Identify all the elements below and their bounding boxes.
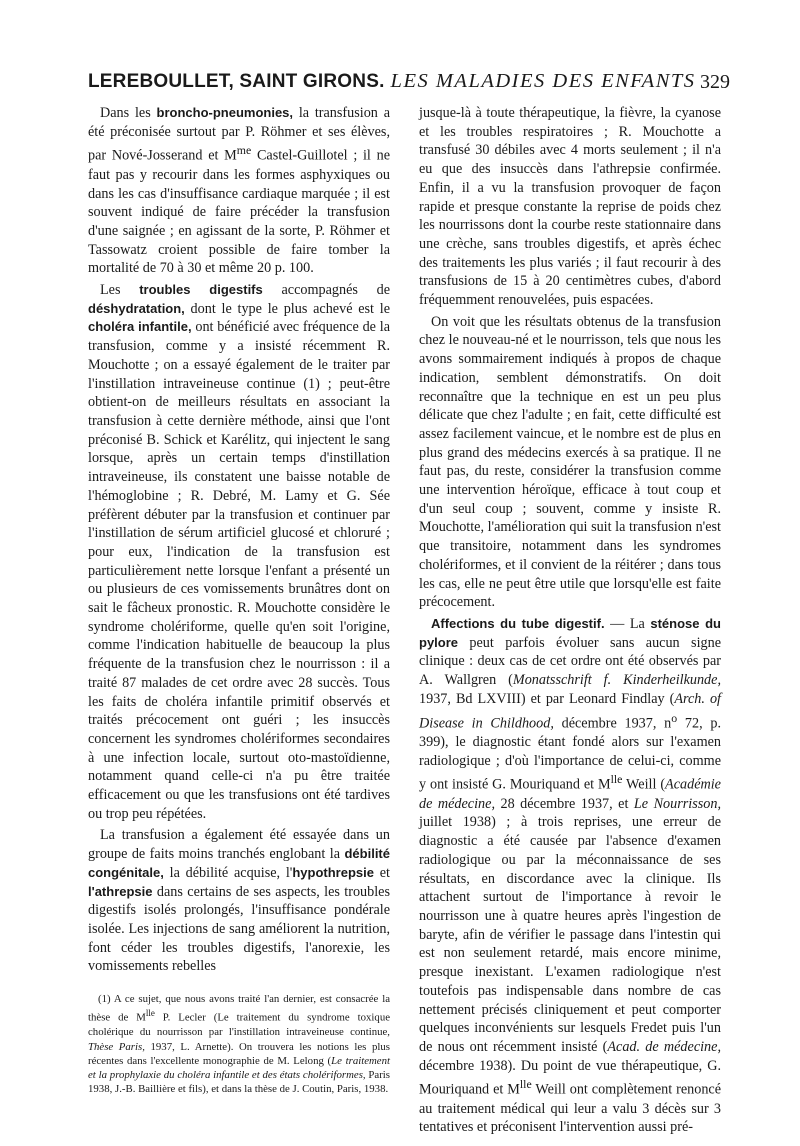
paragraph-tube-digestif: Affections du tube digestif. — La sténose du pylore peut parfois évoluer sans aucun signe clinique : deux cas de cet ordre ont été observés par A. Wallgren (Monatsschrift f. Kinderheilkunde, 1937, Bd LXVIII) et par Leonard Findlay (Arch. of Disease in Childhood, décembre 1937, $n^o$ 72, p. 399), le diagnostic étant fondé alors sur l'examen radiologique ; d'où l'importance de celui-ci, comme y ont insisté G. Mouriquand et $M^{lle}$ Weill (Académie de médecine, 28 décembre 1937, et Le Nourrisson, juillet 1938) ; à trois reprises, une erreur de diagnostic a été causée par l'absence d'examen radiologique ou par la méconnaissance de ses résultats, en discordance avec la clinique. Ils attachent surtout de l'importance à revoir le nourrisson une à quatre heures après l'ingestion de baryte, afin de vérifier le passage dans l'intestin qui est non seulement retardé, mais encore minime, presque inexistant. L'examen radiologique n'est toutefois pas indispensable dans nombre de cas nettement précisés cliniquement et peut comporter quelques inconvénients sur lesquels Fredet puis l'un de nous ont récemment insisté (Acad. de médecine, décembre 1938). Du point de vue thérapeutique, G. Mouriquand et $M^{lle}$ Weill ont complètement renoncé au traitement médical qui leur a valu 3 décès sur 3 tentatives et préconisent l'intervention aussi pré- <box>419 615 722 1136</box>
header-authors: LEREBOULLET, SAINT GIRONS. <box>88 71 385 92</box>
left-column <box>88 104 390 1097</box>
paragraph-continuation: jusque-là à toute thérapeutique, la fièvre, la cyanose et les troubles respiratoires ; R. Mouchotte a transfusé 30 débiles avec 4 morts seulement ; il n'a eu que des insuccès dans l'athrepsie confirmée. Enfin, il a vu la transfusion provoquer de façon rapide et presque constante la reprise de poids chez les nourrissons dont la courbe reste stationnaire dans une crèche, sans troubles digestifs, et après échec des traitements les plus variés ; il faut recourir à des transfusions de 15 à 20 centimètres cubes, d'abord fréquemment renouvelées, puis espacées. <box>419 105 721 309</box>
paragraph-resultats: On voit que les résultats obtenus de la transfusion chez le nouveau-né et le nourrisson, tels que nous les avons sommairement indiqués à propos de chaque indication, semblent démonstratifs. On doit reconnaître que la technique en est un peu plus délicate que chez l'adulte ; en fait, cette difficulté est assez facilement vaincue, et le nombre est de plus en plus grand des médecins exercés à sa pratique. Il ne faut pas, du reste, considérer la transfusion comme une intervention héroïque, efficace à tout coup et d'un seul coup ; souvent, comme y insiste R. Mouchotte, l'amélioration qui suit la transfusion n'est que transitoire, notamment dans les syndromes cholériformes, et il convient de la réitérer ; dans tous les cas, elle ne peut être utile que lorsqu'elle est faite précocement. <box>419 313 721 611</box>
paragraph-debilite: La transfusion a également été essayée dans un groupe de faits moins tranchés englobant la débilité congénitale, la débilité acquise, l'hypothrepsie et l'athrepsie dans certains de ses aspects, les troubles digestifs isolés prolongés, l'insuffisance pondérale isolée. Les injections de sang améliorent la nutrition, font céder les troubles digestifs, l'anorexie, les vomissements rebelles <box>88 827 391 975</box>
header-journal-title: LES MALADIES DES ENFANTS <box>390 70 696 92</box>
right-column <box>419 104 721 1137</box>
paragraph-troubles-digestifs: Les troubles digestifs accompagnés de déshydratation, dont le type le plus achevé est le choléra infantile, ont bénéficié avec fréquence de la transfusion, comme y a insisté récemment R. Mouchotte ; on a essayé également de le traiter par l'instillation intraveineuse continue (1) ; peut-être obtient-on de meilleurs résultats en associant la transfusion à cette dernière méthode, ainsi que l'ont préconisé B. Schick et Karélitz, qui injectent le sang lorsque, après un certain temps d'instillation intraveineuse, ils constatent une baisse notable de l'hémoglobine ; R. Debré, M. Lamy et G. Sée préfèrent débuter par la transfusion et continuer par l'instillation de sérum artificiel glucosé et chloruré ; pour eux, l'indication de la transfusion est particulièrement nette lorsque l'enfant a présenté un ou plusieurs de ces vomissements brunâtres dont on sait le fâcheux pronostic. R. Mouchotte considère le syndrome cholériforme, quelle qu'en soit l'origine, comme l'indication habituelle de beaucoup la plus fréquente de la transfusion chez le nourrisson : il a traité 87 malades de cet ordre avec 28 succès. Tous les faits de choléra infantile primitif observés et traités précocement ont guéri ; les insuccès concernent les syndromes cholériformes secondaires à une infection locale, surtout oto-mastoïdienne, notamment quand celle-ci n'a pu être traitée efficacement ou que les transfusions ont été tardives ou trop peu répétées. <box>88 282 390 822</box>
page-number: 329 <box>700 71 730 93</box>
paragraph-broncho-pneumonies: Dans les broncho-pneumonies, la transfusion a été préconisée surtout par P. Röhmer et ses élèves, par Nové-Josserand et $M^{me}$ Castel-Guillotel ; il ne faut pas y recourir dans les formes asphyxiques ou dans les cas d'insuffisance cardiaque marquée ; il est souvent indiqué de faire précéder la transfusion d'une saignée ; en agissant de la sorte, P. Röhmer et Tassowatz croient possible de faire tomber la mortalité de 70 à 30 et même 20 p. 100. <box>88 105 390 277</box>
section-heading-tube-digestif: Affections du tube digestif. <box>431 615 605 631</box>
footnote: (1) A ce sujet, que nous avons traité l'an dernier, est consacrée la thèse de $M^{lle}$ P. Lecler (Le traitement du syndrome toxique cholérique du nourrisson par l'instillation intraveineuse continue, Thèse Paris, 1937, L. Arnette). On trouvera les notions les plus récentes dans l'excellente monographie de M. Lelong (Le traitement et la prophylaxie du choléra infantile et des états cholériformes, Paris 1938, J.-B. Baillière et fils), et dans la thèse de J. Coutin, Paris, 1938. <box>88 993 391 1096</box>
running-header <box>88 70 730 100</box>
